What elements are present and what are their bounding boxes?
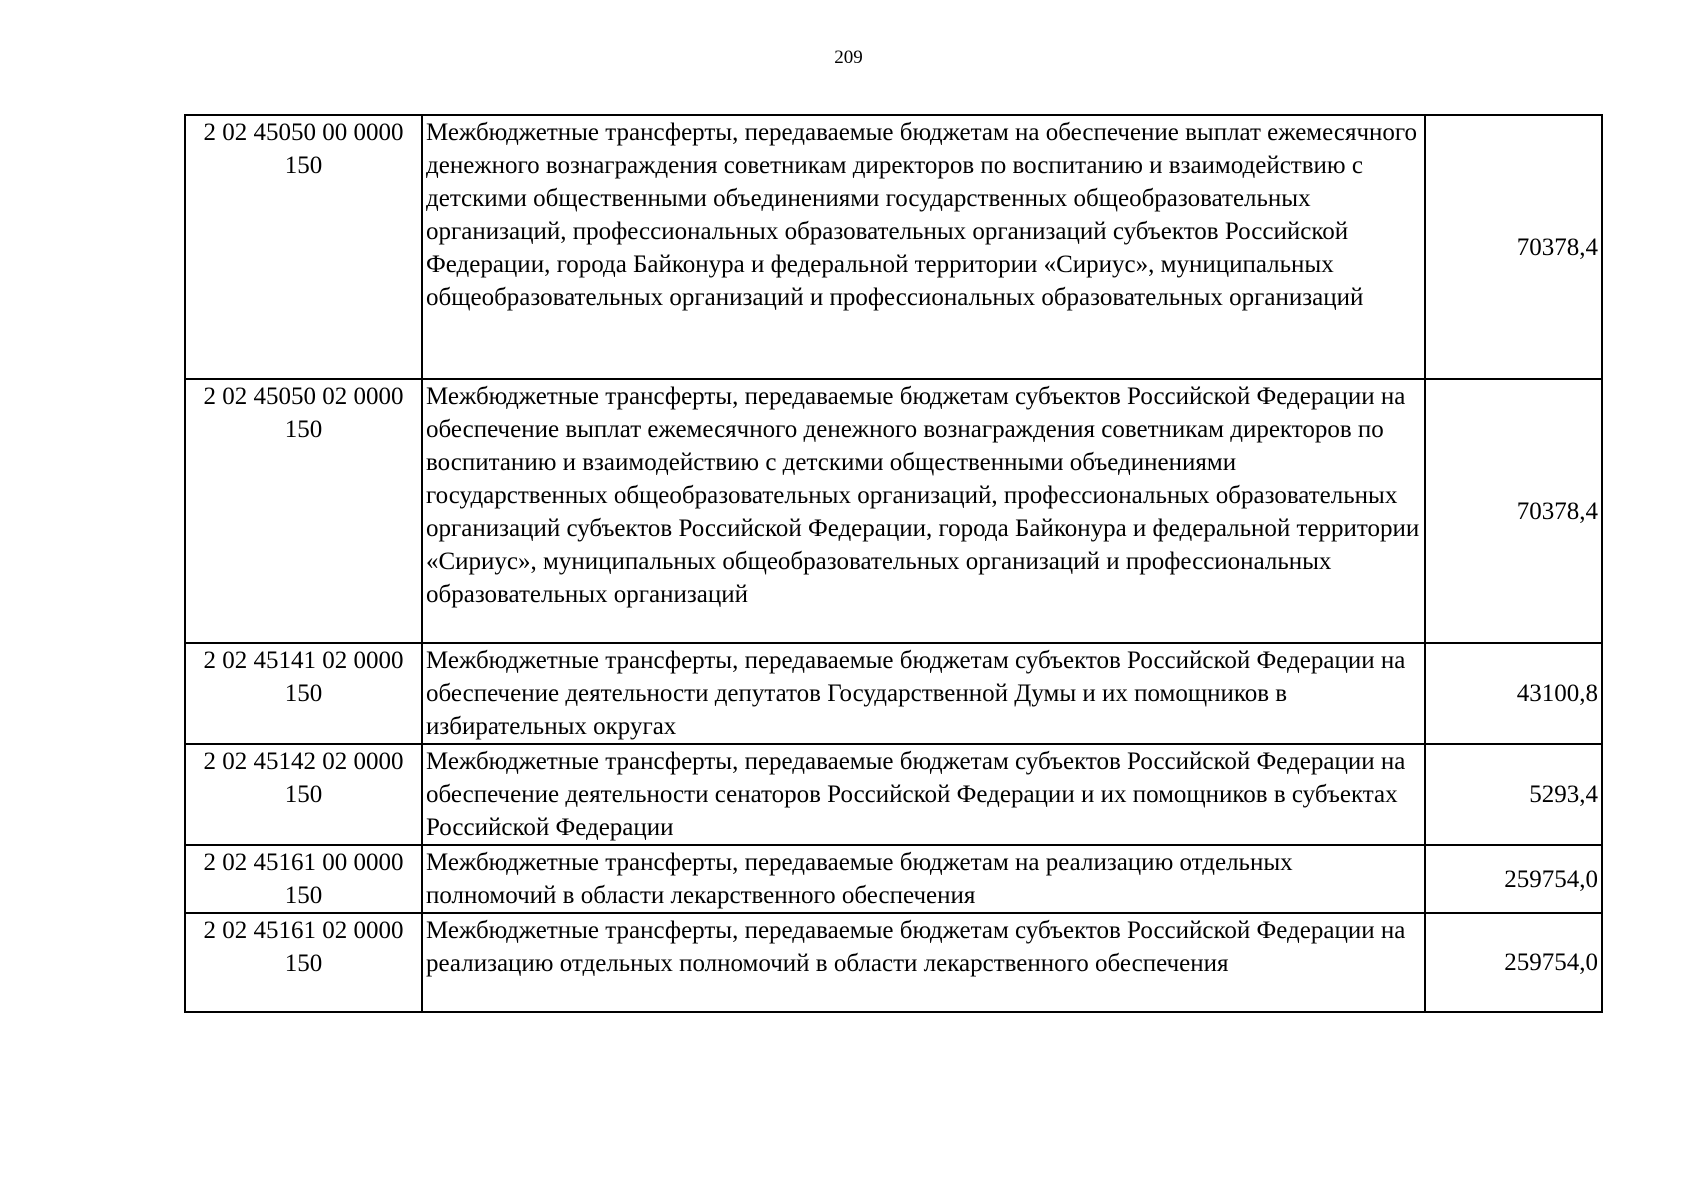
amount-cell: 5293,4: [1425, 744, 1602, 845]
budget-code-cell: 2 02 45142 02 0000 150: [185, 744, 422, 845]
budget-code-cell: 2 02 45050 00 0000 150: [185, 115, 422, 379]
amount-cell: 259754,0: [1425, 845, 1602, 913]
table-row: [185, 913, 1602, 1012]
table-row: [185, 643, 1602, 744]
budget-table: [184, 114, 1603, 1013]
table-row: [185, 115, 1602, 379]
description-cell: Межбюджетные трансферты, передаваемые бюджетам субъектов Российской Федерации на обеспечение деятельности сенаторов Российской Федерации и их помощников в субъектах Российской Федерации: [422, 744, 1425, 845]
budget-code-cell: 2 02 45161 00 0000 150: [185, 845, 422, 913]
budget-code-cell: 2 02 45161 02 0000 150: [185, 913, 422, 1012]
amount-cell: 70378,4: [1425, 115, 1602, 379]
description-cell: Межбюджетные трансферты, передаваемые бюджетам на обеспечение выплат ежемесячного денежного вознаграждения советникам директоров по воспитанию и взаимодействию с детскими общественными объединениями государственных общеобразовательных организаций, профессиональных образовательных организаций субъектов Российской Федерации, города Байконура и федеральной территории «Сириус», муниципальных общеобразовательных организаций и профессиональных образовательных организаций: [422, 115, 1425, 379]
description-cell: Межбюджетные трансферты, передаваемые бюджетам субъектов Российской Федерации на обеспечение деятельности депутатов Государственной Думы и их помощников в избирательных округах: [422, 643, 1425, 744]
description-cell: Межбюджетные трансферты, передаваемые бюджетам субъектов Российской Федерации на обеспечение выплат ежемесячного денежного вознаграждения советникам директоров по воспитанию и взаимодействию с детскими общественными объединениями государственных общеобразовательных организаций, профессиональных образовательных организаций субъектов Российской Федерации, города Байконура и федеральной территории «Сириус», муниципальных общеобразовательных организаций и профессиональных образовательных организаций: [422, 379, 1425, 643]
page-number: 209: [834, 47, 863, 68]
table-row: [185, 845, 1602, 913]
table-row: [185, 379, 1602, 643]
budget-code-cell: 2 02 45050 02 0000 150: [185, 379, 422, 643]
amount-cell: 43100,8: [1425, 643, 1602, 744]
description-cell: Межбюджетные трансферты, передаваемые бюджетам субъектов Российской Федерации на реализацию отдельных полномочий в области лекарственного обеспечения: [422, 913, 1425, 1012]
amount-cell: 70378,4: [1425, 379, 1602, 643]
budget-code-cell: 2 02 45141 02 0000 150: [185, 643, 422, 744]
table-row: [185, 744, 1602, 845]
description-cell: Межбюджетные трансферты, передаваемые бюджетам на реализацию отдельных полномочий в области лекарственного обеспечения: [422, 845, 1425, 913]
amount-cell: 259754,0: [1425, 913, 1602, 1012]
